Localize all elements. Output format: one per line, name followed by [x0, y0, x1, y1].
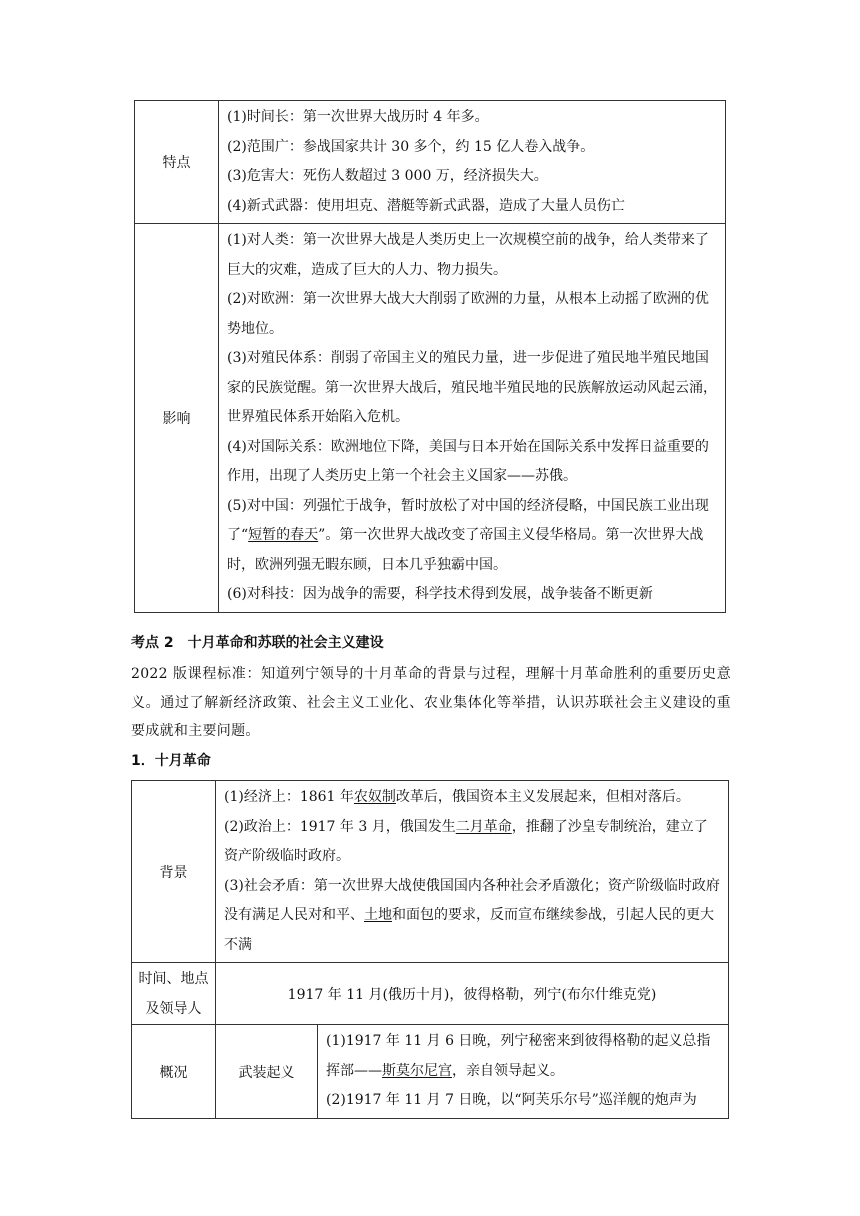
background-content — [216, 781, 729, 963]
overview-content — [318, 1025, 729, 1119]
text-fragment: (1)1917 年 11 月 6 日晚，列宁秘密来到彼得格勒的起义总指挥部—— — [326, 1033, 711, 1079]
subsection-title: 1．十月革命 — [131, 753, 211, 769]
text-fragment: (2)政治上：1917 年 3 月，俄国发生 — [224, 818, 456, 835]
impact-content — [219, 224, 726, 613]
text-fragment: (1)经济上：1861 年 — [224, 789, 354, 805]
feature-line: (3)危害大：死伤人数超过 3 000 万，经济损失大。 — [227, 168, 548, 184]
overview-row — [132, 1025, 729, 1119]
label-line: 及领导人 — [145, 1000, 202, 1017]
impact-paragraph: (1)对人类：第一次世界大战是人类历史上一次规模空前的战争，给人类带来了巨大的灾难，造成了巨大的人力、物力损失。 — [227, 232, 709, 278]
background-paragraph — [224, 783, 720, 813]
overview-paragraph: (2)1917 年 11 月 7 日晚，以“阿芙乐尔号”巡洋舰的炮声为 — [326, 1092, 697, 1108]
background-row — [132, 781, 729, 963]
underlined-term: 土地 — [364, 907, 392, 923]
impact-paragraph: (6)对科技：因为战争的需要，科学技术得到发展，战争装备不断更新 — [227, 586, 653, 602]
impact-paragraph: (4)对国际关系：欧洲地位下降，美国与日本开始在国际关系中发挥日益重要的作用，出现了人类历史上第一个社会主义国家——苏俄。 — [227, 438, 709, 484]
features-label: 特点 — [135, 101, 219, 224]
impact-label: 影响 — [135, 224, 219, 613]
feature-line: (1)时间长：第一次世界大战历时 4 年多。 — [227, 109, 489, 125]
time-place-label — [132, 963, 216, 1025]
curriculum-standard: 2022 版课程标准：知道列宁领导的十月革命的背景与过程，理解十月革命胜利的重要历史意义。通过了解新经济政策、社会主义工业化、农业集体化等举措，认识苏联社会主义建设的重要成就和主要问题。 — [131, 666, 731, 739]
label-line: 时间、地点 — [138, 970, 209, 987]
text-fragment: 改革后，俄国资本主义发展起来，但相对落后。 — [395, 789, 690, 805]
underlined-term: 农奴制 — [353, 789, 396, 805]
underlined-term: 短暂的春天 — [248, 527, 319, 543]
underlined-term: 二月革命 — [455, 818, 512, 835]
background-label: 背景 — [132, 781, 216, 963]
text-fragment: ，亲自领导起义。 — [452, 1062, 564, 1079]
section-title: 考点 2 十月革命和苏联的社会主义建设 — [131, 635, 384, 651]
impact-paragraph: (2)对欧洲：第一次世界大战大大削弱了欧洲的力量，从根本上动摇了欧洲的优势地位。 — [227, 291, 709, 337]
text-fragment: ”。第一次世界大战改变了帝国主义侵华格局。第一次世界大战时，欧洲列强无暇东顾，日本几乎独霸中国。 — [227, 527, 704, 573]
time-place-row — [132, 963, 729, 1025]
october-revolution-table — [131, 780, 729, 1119]
text-fragment: (3)社会矛盾：第一次世界大战使俄国国内各种社会矛盾激化；资产阶级临时政府没有满足人民对和平、 — [224, 877, 720, 923]
text-fragment: ，推翻了沙皇专制统治，建立了资产阶级临时政府。 — [224, 818, 708, 864]
feature-line: (2)范围广：参战国家共计 30 多个，约 15 亿人卷入战争。 — [227, 138, 595, 155]
time-place-value: 1917 年 11 月(俄历十月)，彼得格勒，列宁(布尔什维克党) — [216, 963, 729, 1025]
overview-paragraph — [326, 1027, 720, 1086]
features-row — [135, 101, 726, 224]
war-features-table — [134, 100, 726, 613]
text-fragment: (5)对中国：列强忙于战争，暂时放松了对中国的经济侵略，中国民族工业出现了“ — [227, 497, 709, 543]
features-content — [219, 101, 726, 224]
underlined-term: 斯莫尔尼宫 — [382, 1062, 452, 1079]
armed-uprising-label: 武装起义 — [216, 1025, 318, 1119]
background-paragraph — [224, 872, 720, 961]
feature-line: (4)新式武器：使用坦克、潜艇等新式武器，造成了大量人员伤亡 — [227, 197, 625, 214]
background-paragraph — [224, 813, 720, 872]
impact-paragraph-china — [227, 492, 717, 581]
impact-paragraph: (3)对殖民体系：削弱了帝国主义的殖民力量，进一步促进了殖民地半殖民地国家的民族觉醒。第一次世界大战后，殖民地半殖民地的民族解放运动风起云涌，世界殖民体系开始陷入危机。 — [227, 350, 717, 425]
impact-row — [135, 224, 726, 613]
text-fragment: 和面包的要求，反而宣布继续参战，引起人民的更大不满 — [224, 907, 714, 953]
overview-label: 概况 — [132, 1025, 216, 1119]
